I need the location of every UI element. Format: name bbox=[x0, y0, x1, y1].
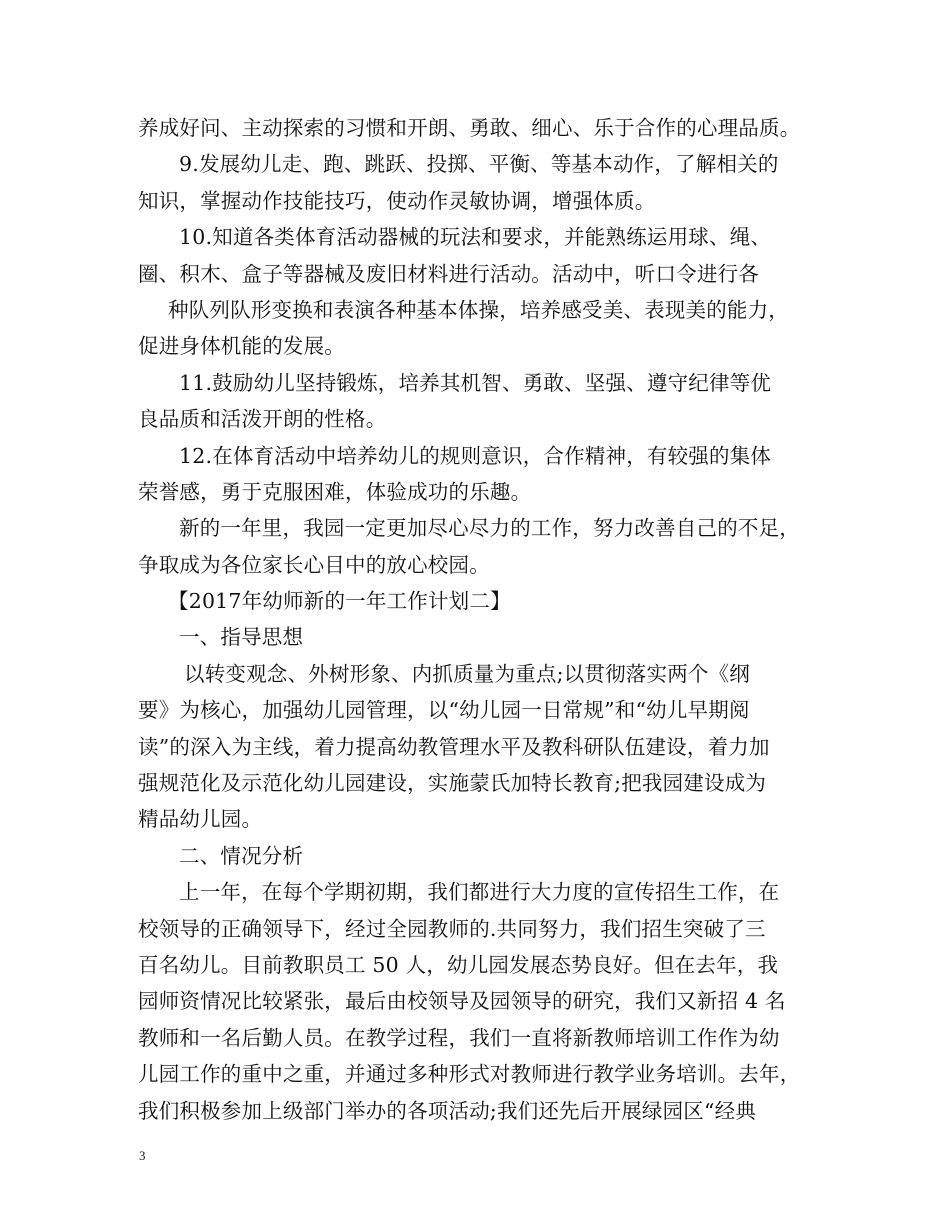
text-line: 儿园工作的重中之重，并通过多种形式对教师进行教学业务培训。去年， bbox=[138, 1062, 801, 1087]
text-line: 【2017年幼师新的一年工作计划二】 bbox=[168, 589, 511, 614]
text-line: 争取成为各位家长心目中的放心校园。 bbox=[138, 552, 490, 577]
text-line: 二、情况分析 bbox=[179, 843, 304, 868]
text-line: 一、指导思想 bbox=[179, 625, 304, 650]
text-line: 我们积极参加上级部门举办的各项活动;我们还先后开展绿园区“经典 bbox=[138, 1098, 757, 1123]
text-line: 以转变观念、外树形象、内抓质量为重点;以贯彻落实两个《纲 bbox=[184, 661, 751, 686]
text-line: 11.鼓励幼儿坚持锻炼，培养其机智、勇敢、坚强、遵守纪律等优 bbox=[179, 370, 772, 395]
text-line: 新的一年里，我园一定更加尽心尽力的工作，努力改善自己的不足， bbox=[179, 516, 800, 541]
text-line: 荣誉感，勇于克服困难，体验成功的乐趣。 bbox=[138, 479, 532, 504]
text-line: 读”的深入为主线，着力提高幼教管理水平及教科研队伍建设，着力加 bbox=[138, 734, 770, 759]
text-line: 上一年，在每个学期初期，我们都进行大力度的宣传招生工作，在 bbox=[179, 880, 780, 905]
text-line: 校领导的正确领导下，经过全园教师的.共同努力，我们招生突破了三 bbox=[138, 916, 766, 941]
text-line: 圈、积木、盒子等器械及废旧材料进行活动。活动中，听口令进行各 bbox=[138, 261, 759, 286]
text-line: 园师资情况比较紧张，最后由校领导及园领导的研究，我们又新招 4 名 bbox=[138, 989, 786, 1014]
text-line: 教师和一名后勤人员。在教学过程，我们一直将新教师培训工作作为幼 bbox=[138, 1025, 780, 1050]
text-line: 知识，掌握动作技能技巧，使动作灵敏协调，增强体质。 bbox=[138, 188, 656, 213]
page-number: 3 bbox=[139, 1148, 146, 1163]
document-body bbox=[138, 110, 828, 1129]
text-line: 10.知道各类体育活动器械的玩法和要求，并能熟练运用球、绳、 bbox=[179, 225, 772, 250]
text-line: 百名幼儿。目前教职员工 50 人，幼儿园发展态势良好。但在去年，我 bbox=[138, 952, 779, 977]
text-line: 促进身体机能的发展。 bbox=[138, 334, 345, 359]
text-line: 要》为核心，加强幼儿园管理，以“幼儿园一日常规”和“幼儿早期阅 bbox=[138, 698, 750, 723]
text-line: 养成好问、主动探索的习惯和开朗、勇敢、细心、乐于合作的心理品质。 bbox=[138, 116, 801, 140]
text-line: 9.发展幼儿走、跑、跳跃、投掷、平衡、等基本动作，了解相关的 bbox=[179, 152, 779, 177]
text-line: 良品质和活泼开朗的性格。 bbox=[138, 407, 387, 432]
text-line: 强规范化及示范化幼儿园建设，实施蒙氏加特长教育;把我园建设成为 bbox=[138, 771, 767, 796]
text-line: 精品幼儿园。 bbox=[138, 807, 263, 832]
text-line: 12.在体育活动中培养幼儿的规则意识，合作精神，有较强的集体 bbox=[179, 443, 772, 468]
text-line: 种队列队形变换和表演各种基本体操，培养感受美、表现美的能力， bbox=[168, 297, 789, 322]
